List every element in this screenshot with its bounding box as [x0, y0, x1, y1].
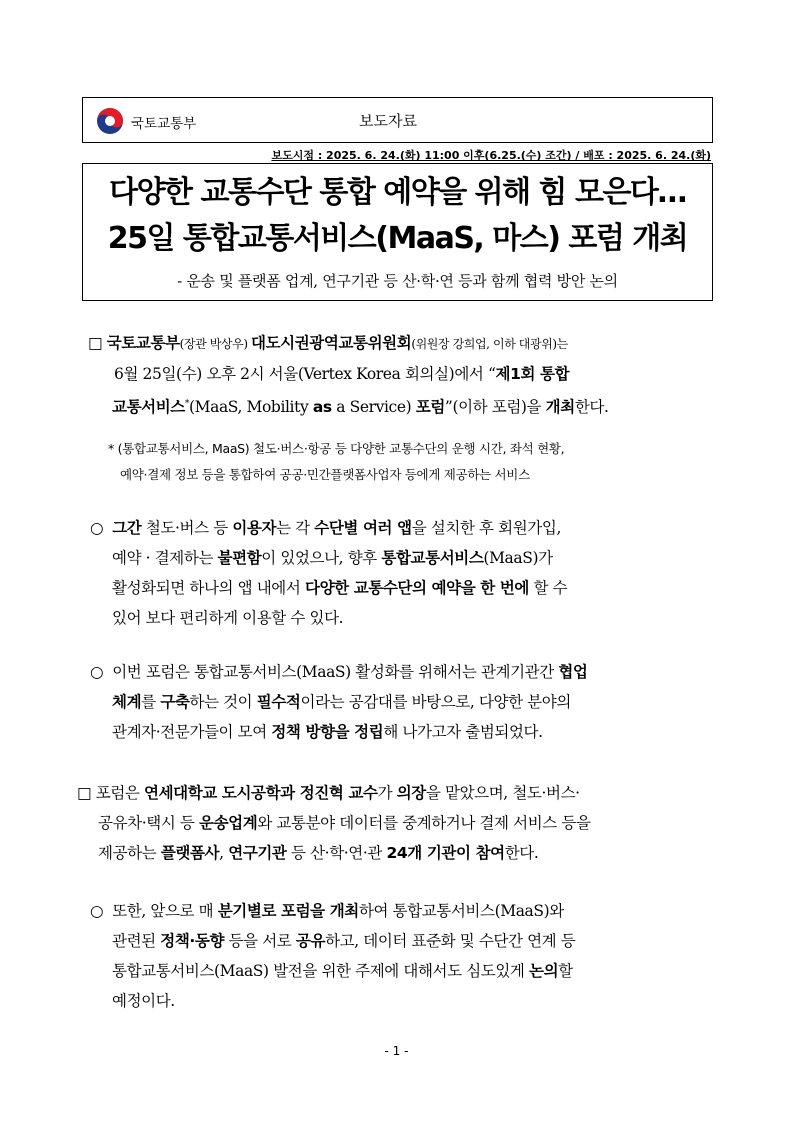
headline-line-1: 다양한 교통수단 통합 예약을 위해 힘 모은다… [109, 175, 686, 210]
text: 한다. [574, 398, 609, 417]
text: 할 수 [529, 579, 568, 597]
circle-bullet: ○ [90, 902, 104, 920]
text-bold: 논의 [529, 962, 559, 980]
text: 제공하는 [98, 844, 161, 862]
text-bold: 의장 [396, 784, 426, 802]
asterisk: * [184, 399, 189, 409]
org-1: 국토교통부 [106, 334, 180, 352]
text: 공유차·택시 등 [98, 814, 200, 832]
text: obility [261, 398, 313, 417]
circle-bullet: ○ [90, 519, 104, 537]
paragraph-4 [77, 778, 591, 868]
text: 이 있었으나, 향후 [261, 549, 382, 567]
text-bold: 필수적 [256, 693, 301, 711]
text: 는 각 [276, 519, 315, 537]
footnote-line-1: * (통합교통서비스, MaaS) 철도·버스·항공 등 다양한 교통수단의 운행 시간, 좌석 현황, [108, 441, 565, 456]
text-bold: 체계 [112, 693, 142, 711]
text-bold: 불편함 [217, 549, 262, 567]
text-bold: as [312, 398, 332, 417]
text-bold: 플랫폼사 [160, 844, 220, 862]
text: 있어 보다 편리하게 이용할 수 있다. [112, 609, 344, 627]
circle-bullet: ○ [90, 663, 104, 681]
text: 등 산·학·연·관 [286, 844, 387, 862]
text-bold: 포럼 [415, 398, 445, 417]
text: 예정이다. [112, 992, 175, 1010]
footnote-line-2: 예약·결제 정보 등을 통합하여 공공·민간플랫폼사업자 등에게 제공하는 서비스 [120, 467, 530, 482]
square-bullet: □ [88, 334, 103, 352]
text-bold: 협업 [558, 663, 588, 681]
text: (MaaS)가 [483, 549, 553, 567]
text: 가 [377, 784, 397, 802]
text-bold: 이용자 [232, 519, 277, 537]
paragraph-2 [90, 513, 567, 633]
footnote [108, 436, 564, 488]
text: 활성화되면 하나의 앱 내에서 [112, 579, 305, 597]
text-bold: 교통서비스 [112, 398, 185, 417]
org-2-note: (위원장 강희업, 이하 대광위)는 [411, 337, 568, 351]
text: 6월 25일(수) 오후 2시 서울(Vertex Korea 회의실)에서 “ [114, 365, 496, 383]
page-number: - 1 - [384, 1044, 409, 1058]
text-bold: 공유 [295, 932, 326, 950]
paragraph-5 [90, 896, 575, 1016]
text: 또한, 앞으로 매 [112, 902, 218, 920]
square-bullet: □ [77, 784, 92, 802]
text: , [219, 844, 229, 862]
text: 관련된 [112, 932, 161, 950]
text: 할 [558, 962, 573, 980]
text: 철도·버스 등 [141, 519, 233, 537]
text: 관계자·전문가들이 모여 [112, 723, 272, 741]
text: 등을 서로 [224, 932, 296, 950]
text: (MaaS, M [188, 398, 262, 417]
release-type: 보도자료 [359, 112, 417, 130]
text-bold: 구축 [160, 693, 190, 711]
text: 하여 통합교통서비스(MaaS)와 [358, 902, 564, 920]
text: 예약 · 결제하는 [112, 549, 218, 567]
text: a [331, 398, 346, 417]
ministry-name: 국토교통부 [131, 116, 197, 132]
text: 와 교통분야 데이터를 중계하거나 결제 서비스 등을 [257, 814, 591, 832]
text-bold: 정책 방향을 정립 [271, 723, 384, 741]
text-bold: 수단별 여러 앱 [314, 519, 412, 537]
org-1-note: (장관 박상우) [179, 337, 252, 351]
text: 하고, 데이터 표준화 및 수단간 연계 등 [325, 932, 576, 950]
embargo-line: 보도시점 : 2025. 6. 24.(화) 11:00 이후(6.25.(수) 조간) / 배포 : 2025. 6. 24.(화) [271, 149, 711, 162]
text-bold: 24개 기관이 참여 [386, 844, 505, 862]
paragraph-1 [88, 328, 609, 422]
text: Service) [345, 398, 416, 417]
text-bold: 개최 [545, 398, 575, 417]
text: ”(이하 포럼)을 [444, 398, 546, 417]
text-bold: 연구기관 [228, 844, 287, 862]
text: 포럼은 [95, 784, 145, 802]
title-box [82, 163, 713, 301]
text: 을 설치한 후 회원가입, [411, 519, 561, 537]
text-bold: 다양한 교통수단의 예약을 한 번에 [305, 579, 530, 597]
text-bold: 연세대학교 도시공학과 정진혁 교수 [144, 784, 378, 802]
text: 을 맡았으며, 철도·버스· [425, 784, 580, 802]
text: 를 [141, 693, 161, 711]
subtitle: - 운송 및 플랫폼 업계, 연구기관 등 산·학·연 등과 함께 협력 방안 논의 [177, 272, 618, 290]
header-box [82, 97, 713, 143]
text-bold: 운송업계 [199, 814, 258, 832]
text: 한다. [504, 844, 539, 862]
text-bold: 그간 [112, 519, 142, 537]
text: 통합교통서비스(MaaS) 발전을 위한 주제에 대해서도 심도있게 [112, 962, 530, 980]
text: 이번 포럼은 통합교통서비스(MaaS) 활성화를 위해서는 관계기관간 [112, 663, 559, 681]
org-2: 대도시권광역교통위원회 [251, 334, 412, 352]
text-bold: 분기별로 포럼을 개최 [217, 902, 359, 920]
headline-line-2: 25일 통합교통서비스(MaaS, 마스) 포럼 개최 [107, 221, 688, 256]
text-bold: 통합교통서비스 [381, 549, 484, 567]
text: 하는 것이 [189, 693, 257, 711]
text-bold: 정책·동향 [160, 932, 225, 950]
text-bold: 제1회 통합 [495, 365, 570, 383]
taegeuk-logo-icon [96, 107, 124, 135]
paragraph-3 [90, 657, 588, 747]
text: 이라는 공감대를 바탕으로, 다양한 분야의 [300, 693, 571, 711]
text: 해 나가고자 출범되었다. [383, 723, 543, 741]
